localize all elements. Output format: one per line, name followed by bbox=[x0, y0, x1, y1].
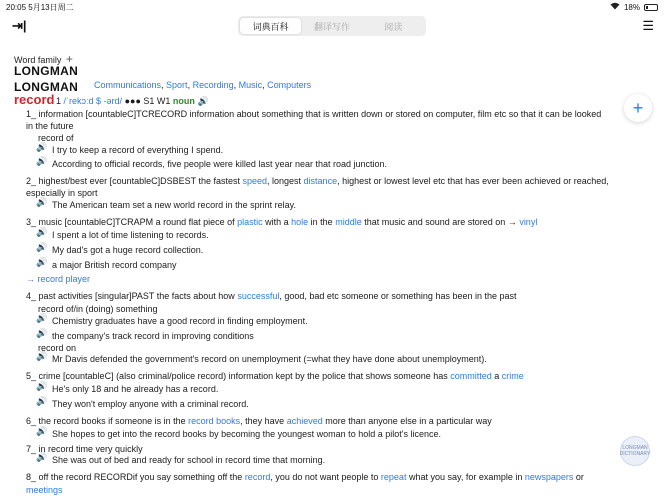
example: 🔊 They won't employ anyone with a criminal record. bbox=[36, 396, 249, 409]
link-vinyl[interactable]: vinyl bbox=[519, 217, 538, 227]
speaker-icon[interactable]: 🔊 bbox=[197, 96, 209, 106]
status-time: 20:05 bbox=[6, 3, 27, 12]
example: 🔊 She hopes to get into the record books by becoming the youngest woman to hold a pilot's licence. bbox=[36, 426, 441, 439]
topic-communications[interactable]: Communications bbox=[94, 80, 162, 90]
example: 🔊 a major British record company bbox=[36, 257, 177, 270]
example: 🔊 He's only 18 and he already has a record. bbox=[36, 381, 219, 394]
topic-music[interactable]: Music bbox=[238, 80, 263, 90]
sense-1-cont: in the future bbox=[26, 121, 74, 131]
topic-computers[interactable]: Computers bbox=[267, 80, 312, 90]
link-record-books[interactable]: record books bbox=[188, 416, 241, 426]
speaker-icon[interactable]: 🔊 bbox=[36, 351, 48, 361]
headword-line bbox=[56, 96, 209, 107]
longman-logo: LONGMAN bbox=[14, 64, 79, 78]
example: 🔊 I try to keep a record of everything I spend. bbox=[36, 142, 224, 155]
wifi-icon bbox=[610, 2, 620, 12]
sense-number: 1 bbox=[26, 109, 32, 119]
speaker-icon[interactable]: 🔊 bbox=[36, 328, 48, 338]
speaker-icon[interactable]: 🔊 bbox=[36, 257, 48, 267]
tab-translate[interactable]: 翻译写作 bbox=[313, 21, 350, 32]
frequency: ●●● S1 W1 bbox=[124, 96, 171, 106]
speaker-icon[interactable]: 🔊 bbox=[36, 396, 48, 406]
link-meetings[interactable]: meetings bbox=[26, 485, 63, 495]
sense-2-cont: especially in sport bbox=[26, 188, 98, 198]
battery-icon bbox=[644, 4, 658, 11]
link-successful[interactable]: successful bbox=[237, 291, 280, 301]
example: 🔊 She was out of bed and ready for school in record time that morning. bbox=[36, 452, 326, 465]
example: 🔊 According to official records, five people were killed last year near that road junction. bbox=[36, 156, 388, 169]
speaker-icon[interactable]: 🔊 bbox=[36, 227, 48, 237]
example: 🔊 Mr Davis defended the government's record on unemployment (=what they have done about unemployment). bbox=[36, 351, 487, 364]
pronunciation: /ˈrekɔːd $ -ərd/ bbox=[63, 96, 123, 106]
sidebar-toggle-icon[interactable]: ⇥| bbox=[12, 18, 27, 33]
link-committed[interactable]: committed bbox=[450, 371, 492, 381]
link-repeat[interactable]: repeat bbox=[380, 472, 407, 482]
topics: Communications, Sport, Recording, Music, Computers bbox=[94, 80, 312, 90]
topic-sport[interactable]: Sport bbox=[166, 80, 188, 90]
sense-3: 3_ music [countableC]TCRAPM a round flat piece of plastic with a hole in the middle that music and sound are stored on → vinyl bbox=[26, 217, 538, 227]
link-plastic[interactable]: plastic bbox=[237, 217, 263, 227]
sense-1: 1_ information [countableC]TCRECORD information about something that is written down or stored on computer, film etc so that it can be looked bbox=[26, 109, 602, 119]
sense-5: 5_ crime [countableC] (also criminal/police record) information kept by the police that shows someone has committed a crime bbox=[26, 371, 524, 381]
link-crime[interactable]: crime bbox=[501, 371, 524, 381]
pattern: record on bbox=[38, 343, 77, 353]
example: 🔊 The American team set a new world record in the sprint relay. bbox=[36, 197, 296, 210]
pattern: record of bbox=[38, 133, 74, 143]
example: 🔊 I spent a lot of time listening to records. bbox=[36, 227, 209, 240]
topic-recording[interactable]: Recording bbox=[192, 80, 234, 90]
list-icon[interactable]: ☰ bbox=[642, 18, 654, 33]
see-also-record-player[interactable]: → record player bbox=[26, 274, 91, 284]
tab-reading[interactable]: 阅读 bbox=[384, 21, 403, 32]
pattern: record of/in (doing) something bbox=[38, 304, 158, 314]
link-hole[interactable]: hole bbox=[291, 217, 309, 227]
link-newspapers[interactable]: newspapers bbox=[524, 472, 574, 482]
sense-2: 2_ highest/best ever [countableC]DSBEST the fastest speed, longest distance, highest or lowest level etc that has ever been achieved or reached, bbox=[26, 176, 609, 186]
speaker-icon[interactable]: 🔊 bbox=[36, 242, 48, 252]
speaker-icon[interactable]: 🔊 bbox=[36, 426, 48, 436]
battery-percent: 18% bbox=[623, 2, 640, 12]
longman-seal: LONGMAN DICTIONARY bbox=[620, 436, 650, 466]
speaker-icon[interactable]: 🔊 bbox=[36, 197, 48, 207]
status-date: 5月13日周二 bbox=[28, 3, 74, 12]
speaker-icon[interactable]: 🔊 bbox=[36, 142, 48, 152]
status-bar bbox=[0, 0, 666, 14]
speaker-icon[interactable]: 🔊 bbox=[36, 313, 48, 323]
link-middle[interactable]: middle bbox=[335, 217, 362, 227]
sense-6: 6_ the record books if someone is in the record books, they have achieved more than anyone else in a particular way bbox=[26, 416, 492, 426]
speaker-icon[interactable]: 🔊 bbox=[36, 381, 48, 391]
example: 🔊 the company's track record in improving conditions bbox=[36, 328, 254, 341]
headword: record bbox=[14, 92, 55, 107]
sense-7: 7_ in record time very quickly bbox=[26, 444, 143, 454]
tab-dictionary[interactable]: 词典百科 bbox=[240, 18, 301, 34]
sense-8: 8_ off the record RECORDif you say something off the record, you do not want people to repeat what you say, for example in newspapers or bbox=[26, 472, 584, 482]
sense-text: information [countableC]TCRECORD information about something that is written down or stored on computer, film etc so that it can be looked bbox=[38, 109, 602, 119]
segmented-tabs bbox=[238, 16, 426, 36]
speaker-icon[interactable]: 🔊 bbox=[36, 156, 48, 166]
sense-number: 1 bbox=[56, 96, 62, 106]
word-family-plus-icon[interactable]: + bbox=[65, 52, 73, 66]
link-record[interactable]: record bbox=[244, 472, 271, 482]
link-distance[interactable]: distance bbox=[303, 176, 338, 186]
word-family-label: Word family bbox=[14, 55, 62, 65]
example: 🔊 My dad's got a huge record collection. bbox=[36, 242, 204, 255]
toolbar bbox=[0, 14, 666, 38]
longman-logo-2: LONGMAN bbox=[14, 80, 79, 94]
part-of-speech: noun bbox=[172, 96, 195, 106]
link-speed[interactable]: speed bbox=[242, 176, 268, 186]
add-button[interactable]: + bbox=[624, 94, 652, 122]
sense-4: 4_ past activities [singular]PAST the facts about how successful, good, bad etc someone or something has been in the past bbox=[26, 291, 517, 301]
link-achieved[interactable]: achieved bbox=[286, 416, 323, 426]
example: 🔊 Chemistry graduates have a good record in finding employment. bbox=[36, 313, 308, 326]
speaker-icon[interactable]: 🔊 bbox=[36, 452, 48, 462]
